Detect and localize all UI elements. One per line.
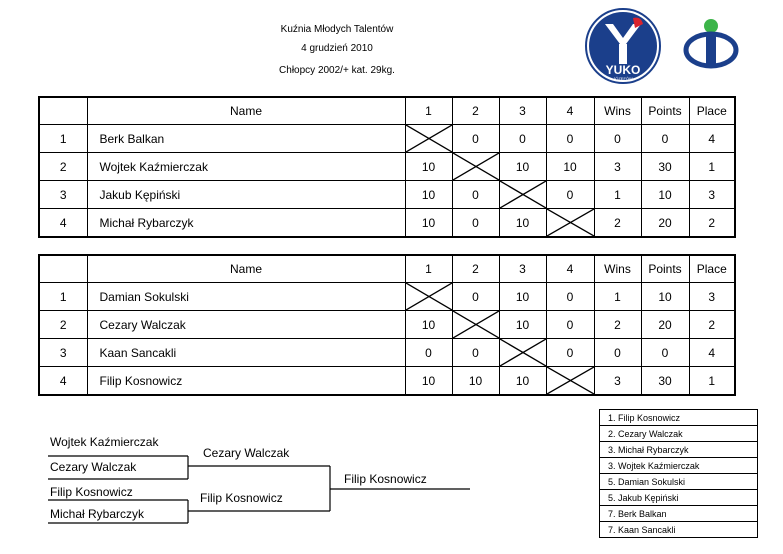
result-cell: 0 [452, 209, 499, 238]
list-item [600, 426, 758, 442]
col-wins: Wins [594, 97, 641, 125]
result-cell: 10 [405, 181, 452, 209]
place-cell: 1 [689, 367, 735, 396]
rank-entry: 7. Kaan Sancakli [600, 522, 758, 538]
player-name: Kaan Sancakli [87, 339, 405, 367]
list-item [600, 458, 758, 474]
place-cell: 2 [689, 209, 735, 238]
col-name: Name [87, 255, 405, 283]
event-date: 4 grudzień 2010 [301, 43, 373, 54]
wins-cell: 2 [594, 209, 641, 238]
result-cell: 0 [452, 181, 499, 209]
list-item [600, 506, 758, 522]
result-cell: 0 [546, 283, 594, 311]
points-cell: 20 [641, 209, 689, 238]
place-cell: 1 [689, 153, 735, 181]
wins-cell: 3 [594, 153, 641, 181]
points-cell: 20 [641, 311, 689, 339]
col-1: 1 [405, 255, 452, 283]
result-cell: 10 [405, 209, 452, 238]
col-3: 3 [499, 97, 546, 125]
result-cell: 10 [405, 367, 452, 396]
bracket-semi2-player-a: Filip Kosnowicz [50, 485, 133, 499]
result-cell: 0 [499, 125, 546, 153]
rank-entry: 3. Wojtek Kaźmierczak [600, 458, 758, 474]
player-name: Cezary Walczak [87, 311, 405, 339]
wins-cell: 3 [594, 367, 641, 396]
result-cell: 0 [546, 311, 594, 339]
bracket-semi2-winner: Filip Kosnowicz [200, 491, 283, 505]
col-4: 4 [546, 255, 594, 283]
final-ranking-table [599, 409, 758, 538]
result-cell: 0 [452, 283, 499, 311]
result-cell: 0 [452, 125, 499, 153]
bracket-semi1-player-b: Cezary Walczak [50, 460, 137, 474]
rank-entry: 5. Jakub Kępiński [600, 490, 758, 506]
list-item [600, 474, 758, 490]
bracket-final-winner: Filip Kosnowicz [344, 472, 427, 486]
col-name: Name [87, 97, 405, 125]
place-cell: 4 [689, 125, 735, 153]
player-no: 2 [39, 311, 87, 339]
points-cell: 0 [641, 125, 689, 153]
rank-entry: 5. Damian Sokulski [600, 474, 758, 490]
bracket-semi2-player-b: Michał Rybarczyk [50, 507, 145, 521]
place-cell: 4 [689, 339, 735, 367]
event-category: Chłopcy 2002/+ kat. 29kg. [279, 65, 395, 76]
yuko-logo-text: YUKO [605, 63, 641, 77]
col-1: 1 [405, 97, 452, 125]
result-cell: 10 [499, 311, 546, 339]
col-points: Points [641, 255, 689, 283]
place-cell: 2 [689, 311, 735, 339]
wins-cell: 0 [594, 125, 641, 153]
place-cell: 3 [689, 181, 735, 209]
player-no: 4 [39, 367, 87, 396]
rank-entry: 7. Berk Balkan [600, 506, 758, 522]
result-cell: 10 [452, 367, 499, 396]
result-cell: 10 [499, 367, 546, 396]
bracket-semi1-player-a: Wojtek Kaźmierczak [50, 435, 159, 449]
player-no: 3 [39, 339, 87, 367]
result-cell: 10 [499, 209, 546, 238]
points-cell: 0 [641, 339, 689, 367]
player-no: 4 [39, 209, 87, 238]
place-cell: 3 [689, 283, 735, 311]
player-name: Damian Sokulski [87, 283, 405, 311]
result-cell: 10 [546, 153, 594, 181]
wins-cell: 1 [594, 181, 641, 209]
col-2: 2 [452, 97, 499, 125]
result-cell: 0 [546, 339, 594, 367]
player-name: Filip Kosnowicz [87, 367, 405, 396]
col-place: Place [689, 97, 735, 125]
player-name: Wojtek Kaźmierczak [87, 153, 405, 181]
col-wins: Wins [594, 255, 641, 283]
result-cell: 10 [405, 153, 452, 181]
rank-entry: 1. Filip Kosnowicz [600, 410, 758, 426]
bracket-semi1-winner: Cezary Walczak [203, 446, 290, 460]
col-4: 4 [546, 97, 594, 125]
result-cell: 10 [499, 153, 546, 181]
points-cell: 10 [641, 283, 689, 311]
player-name: Michał Rybarczyk [87, 209, 405, 238]
col-2: 2 [452, 255, 499, 283]
player-no: 2 [39, 153, 87, 181]
rank-entry: 3. Michał Rybarczyk [600, 442, 758, 458]
result-cell: 0 [546, 125, 594, 153]
result-cell: 0 [452, 339, 499, 367]
result-cell: 0 [546, 181, 594, 209]
wins-cell: 2 [594, 311, 641, 339]
rank-entry: 2. Cezary Walczak [600, 426, 758, 442]
col-points: Points [641, 97, 689, 125]
list-item [600, 410, 758, 426]
yuko-logo-subtext: JÓZEFÓW [613, 76, 633, 81]
points-cell: 30 [641, 367, 689, 396]
points-cell: 30 [641, 153, 689, 181]
result-cell: 0 [405, 339, 452, 367]
player-no: 1 [39, 283, 87, 311]
wins-cell: 0 [594, 339, 641, 367]
player-no: 1 [39, 125, 87, 153]
list-item [600, 522, 758, 538]
result-cell: 10 [499, 283, 546, 311]
wins-cell: 1 [594, 283, 641, 311]
result-cell: 10 [405, 311, 452, 339]
player-no: 3 [39, 181, 87, 209]
event-title: Kuźnia Młodych Talentów [280, 24, 394, 35]
col-3: 3 [499, 255, 546, 283]
points-cell: 10 [641, 181, 689, 209]
col-place: Place [689, 255, 735, 283]
player-name: Jakub Kępiński [87, 181, 405, 209]
list-item [600, 442, 758, 458]
player-name: Berk Balkan [87, 125, 405, 153]
list-item [600, 490, 758, 506]
